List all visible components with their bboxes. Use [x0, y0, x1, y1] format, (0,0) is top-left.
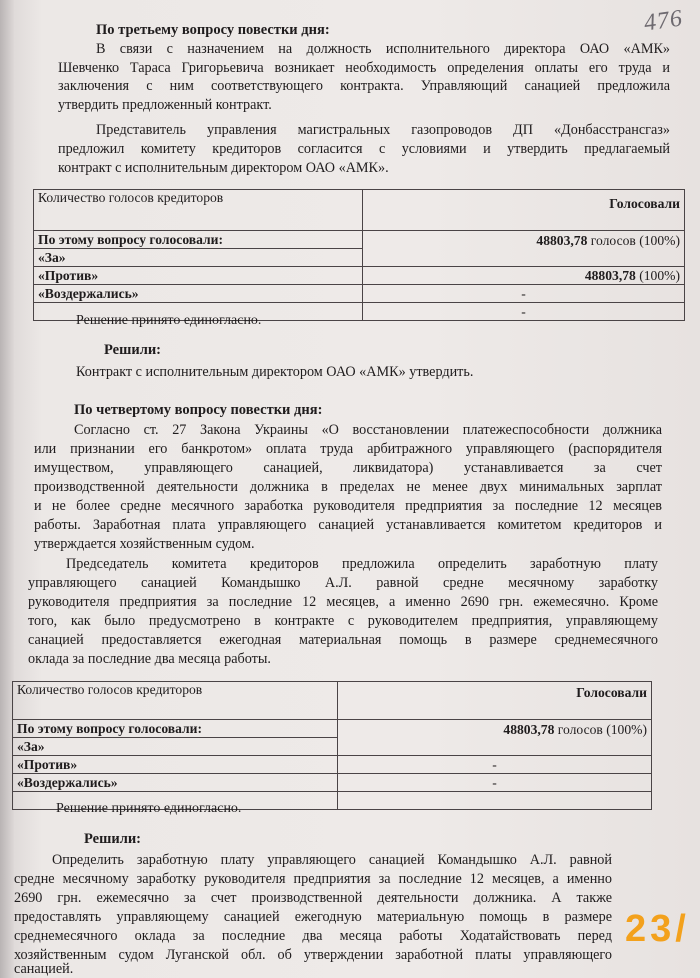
- section3-votes-table: [33, 189, 685, 321]
- votes-total-value: 48803,78: [536, 233, 588, 248]
- votes-total-cell: [338, 720, 652, 756]
- section4-para2-line3: руководителя предприятия за последние 12 месяцев, а именно 2690 грн. ежемесячно. Кроме: [28, 594, 658, 610]
- section4-para1-line4: производственной деятельности должника в пределах не менее двух минимальных зарплат: [34, 479, 662, 495]
- handwritten-page-number: 476: [642, 5, 685, 37]
- table-row: [13, 756, 652, 774]
- votes-total-value: 48803,78: [503, 722, 555, 737]
- section3-resolved-heading: Решили:: [104, 342, 162, 358]
- section4-para1-line2: или признании его банкротом» оплата труда арбитражного управляющего (распорядителя: [34, 441, 662, 457]
- section4-para2-line5: санацией предоставляется ежегодная материальная помощь в размере среднемесячного: [28, 632, 658, 648]
- section3-decision-note: Решение принято единогласно.: [76, 313, 262, 328]
- table-row: [13, 774, 652, 792]
- table-row: [13, 682, 652, 720]
- section4-resolved-heading: Решили:: [84, 831, 142, 847]
- votes-against-cell: [363, 267, 685, 285]
- binding-edge: [0, 0, 14, 978]
- votes-row-abstain: «Воздержались»: [34, 285, 363, 303]
- votes-row-for: «За»: [13, 738, 338, 756]
- votes-col2-header: Голосовали: [363, 190, 685, 231]
- section4-para1-line1: Согласно ст. 27 Закона Украины «О восстановлении платежеспособности должника: [74, 422, 662, 438]
- votes-total-suffix: голосов (100%): [557, 722, 647, 737]
- votes-dash: -: [338, 756, 652, 774]
- votes-row-against: «Против»: [13, 756, 338, 774]
- votes-row-for: «За»: [34, 249, 363, 267]
- votes-dash: -: [338, 774, 652, 792]
- table-row: [34, 267, 685, 285]
- section4-para1-line7: утверждается хозяйственным судом.: [34, 536, 255, 552]
- votes-dash: -: [363, 303, 685, 321]
- section4-para2-line4: того, как было предусмотрено в контракте с руководителем предприятия, управляющему: [28, 613, 658, 629]
- section4-resolved-line5: среднемесячного оклада за последние два месяца работы Ходатайствовать перед: [14, 928, 612, 944]
- votes-total-suffix: голосов (100%): [590, 233, 680, 248]
- section3-heading: По третьему вопросу повестки дня:: [96, 22, 330, 38]
- section4-para1-line3: имуществом, управляющего санацией, ликвидатора) устанавливается за счет: [34, 460, 662, 476]
- votes-total-cell: [363, 231, 685, 267]
- section3-para1-line4: утвердить предложенный контракт.: [58, 97, 272, 113]
- section4-resolved-line6: хозяйственным судом Луганской обл. об утверждении заработной платы управляющего: [14, 947, 612, 963]
- votes-dash: -: [363, 285, 685, 303]
- section4-para2-line6: оклада за последние два месяца работы.: [28, 651, 271, 667]
- section4-resolved-line2: средне месячному заработку руководителя предприятия за последние 12 месяцев, а именно: [14, 871, 612, 887]
- stamp-page-number: 23/: [625, 908, 690, 950]
- votes-row-abstain: «Воздержались»: [13, 774, 338, 792]
- table-row: [13, 720, 652, 738]
- table-row: [34, 285, 685, 303]
- section4-para2-line2: управляющего санацией Командышко А.Л. равной средне месячному заработку: [28, 575, 658, 591]
- section3-para2-line3: контракт с исполнительным директором ОАО «АМК».: [58, 160, 389, 176]
- votes-total-label: По этому вопросу голосовали:: [34, 231, 363, 249]
- section4-resolved-line7: санацией.: [14, 961, 74, 977]
- votes-empty-cell: [338, 792, 652, 810]
- votes-against-value: 48803,78: [584, 268, 636, 283]
- section3-para2-line1: Представитель управления магистральных газопроводов ДП «Донбасстрансгаз»: [96, 122, 670, 138]
- section4-resolved-line3: 2690 грн. ежемесячно за счет производственной деятельности должника. А также: [14, 890, 612, 906]
- section3-para1-line3: заключения с ним соответствующего контракта. Управляющий санацией предложила: [58, 78, 670, 94]
- section3-para1-line1: В связи с назначением на должность исполнительного директора ОАО «АМК»: [96, 41, 670, 57]
- section4-para1-line5: и не более средне месячного заработка руководителя предприятия за последние 12 месяцев: [34, 498, 662, 514]
- votes-row-against: «Против»: [34, 267, 363, 285]
- votes-total-label: По этому вопросу голосовали:: [13, 720, 338, 738]
- table-row: [34, 190, 685, 231]
- section3-para1-line2: Шевченко Тараса Григорьевича возникает необходимость определения оплаты его труда и: [58, 60, 670, 76]
- section4-para2-line1: Председатель комитета кредиторов предложила определить заработную плату: [66, 556, 658, 572]
- section4-resolved-line1: Определить заработную плату управляющего санацией Командышко А.Л. равной: [52, 852, 612, 868]
- section4-decision-note: Решение принято единогласно.: [56, 801, 242, 816]
- section4-resolved-line4: предоставлять управляющему санацией ежегодную материальную помощь в размере: [14, 909, 612, 925]
- votes-col2-header: Голосовали: [338, 682, 652, 720]
- votes-col1-header: Количество голосов кредиторов: [13, 682, 338, 720]
- votes-against-suffix: (100%): [639, 268, 680, 283]
- section4-para1-line6: работы. Заработная плата управляющего санацией устанавливается комитетом кредиторов и: [34, 517, 662, 533]
- section3-para2-line2: предложил комитету кредиторов согласится с условиями и утвердить предлагаемый: [58, 141, 670, 157]
- votes-col1-header: Количество голосов кредиторов: [34, 190, 363, 231]
- section4-heading: По четвертому вопросу повестки дня:: [74, 402, 323, 418]
- section4-votes-table: [12, 681, 652, 810]
- section3-resolved-text: Контракт с исполнительным директором ОАО «АМК» утвердить.: [76, 364, 474, 380]
- table-row: [34, 231, 685, 249]
